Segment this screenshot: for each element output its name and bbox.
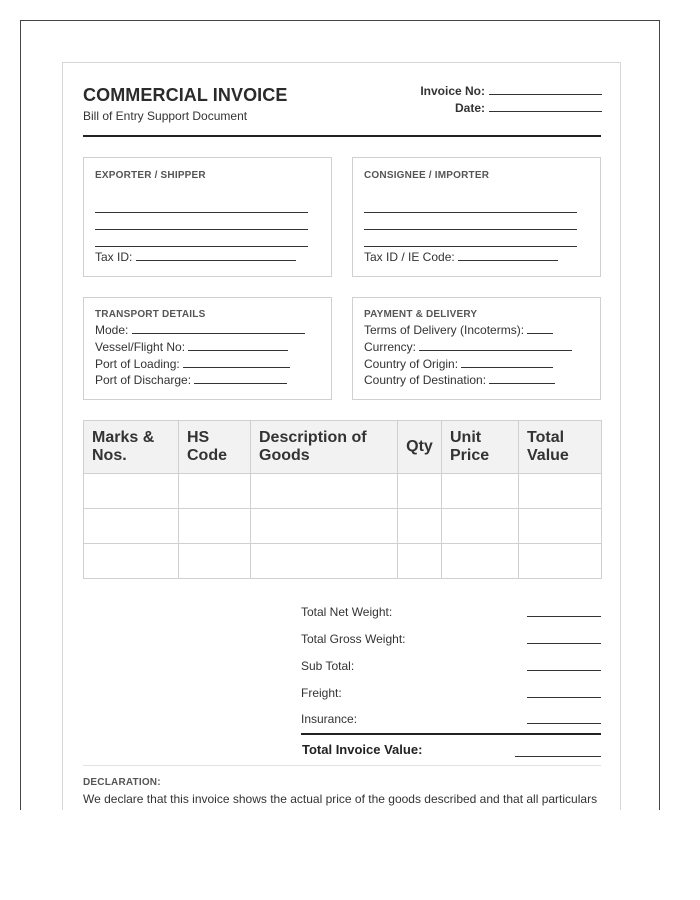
transport-mode-line[interactable] (132, 323, 305, 334)
table-cell[interactable] (519, 544, 602, 579)
insurance-line[interactable] (527, 723, 601, 724)
invoice-no-field[interactable] (420, 84, 602, 98)
header-total-value: Total Value (519, 421, 602, 474)
consignee-label: CONSIGNEE / IMPORTER (364, 170, 490, 181)
header-marks-nos: Marks & Nos. (84, 421, 179, 474)
document-subtitle: Bill of Entry Support Document (83, 109, 248, 123)
goods-table-header (84, 421, 602, 474)
total-invoice-value-line[interactable] (515, 756, 601, 757)
payment-destination-label: Country of Destination: (364, 373, 487, 387)
table-cell[interactable] (442, 544, 519, 579)
transport-discharge-line[interactable] (194, 373, 287, 384)
transport-label: TRANSPORT DETAILS (95, 309, 206, 320)
date-field[interactable] (455, 101, 602, 115)
table-cell[interactable] (442, 509, 519, 544)
payment-destination-line[interactable] (489, 373, 555, 384)
total-gross-weight-label: Total Gross Weight: (301, 632, 406, 646)
consignee-box (352, 157, 601, 277)
table-cell[interactable] (84, 509, 179, 544)
goods-table (83, 420, 602, 579)
payment-origin-line[interactable] (461, 357, 553, 368)
table-cell[interactable] (398, 544, 442, 579)
declaration-text: We declare that this invoice shows the actual price of the goods described and that all particulars (83, 792, 598, 806)
total-gross-weight-line[interactable] (527, 643, 601, 644)
payment-currency-field[interactable] (364, 340, 572, 354)
payment-currency-line[interactable] (419, 340, 572, 351)
transport-loading-line[interactable] (183, 357, 290, 368)
total-invoice-value-label: Total Invoice Value: (302, 742, 423, 757)
table-row (84, 474, 602, 509)
freight-label: Freight: (301, 686, 342, 700)
table-cell[interactable] (251, 474, 398, 509)
exporter-tax-field[interactable] (95, 250, 296, 264)
table-cell[interactable] (398, 509, 442, 544)
exporter-tax-label: Tax ID: (95, 250, 133, 264)
consignee-tax-label: Tax ID / IE Code: (364, 250, 455, 264)
date-label: Date: (454, 101, 485, 115)
table-cell[interactable] (84, 474, 179, 509)
declaration-divider (83, 765, 601, 766)
totals-divider (301, 733, 601, 735)
table-cell[interactable] (251, 509, 398, 544)
insurance-label: Insurance: (301, 712, 358, 726)
table-cell[interactable] (179, 544, 251, 579)
transport-vessel-field[interactable] (95, 340, 288, 354)
payment-box (352, 297, 601, 400)
table-cell[interactable] (84, 544, 179, 579)
exporter-label: EXPORTER / SHIPPER (95, 170, 206, 181)
header-unit-price: Unit Price (442, 421, 519, 474)
transport-mode-field[interactable] (95, 323, 305, 337)
invoice-sheet (62, 62, 621, 810)
consignee-line-2[interactable] (364, 229, 577, 230)
table-cell[interactable] (179, 509, 251, 544)
exporter-tax-line[interactable] (136, 250, 296, 261)
table-cell[interactable] (398, 474, 442, 509)
table-row (84, 544, 602, 579)
sub-total-label: Sub Total: (301, 659, 355, 673)
header-description: Description of Goods (251, 421, 398, 474)
transport-vessel-label: Vessel/Flight No: (95, 340, 186, 354)
document-title: COMMERCIAL INVOICE (83, 85, 288, 105)
total-net-weight-line[interactable] (527, 616, 601, 617)
payment-destination-field[interactable] (364, 373, 555, 387)
header-divider (83, 135, 601, 137)
invoice-no-label: Invoice No: (420, 84, 485, 98)
transport-box (83, 297, 332, 400)
transport-discharge-field[interactable] (95, 373, 287, 387)
consignee-tax-field[interactable] (364, 250, 558, 264)
document-page (20, 20, 660, 810)
table-cell[interactable] (519, 474, 602, 509)
payment-origin-field[interactable] (364, 357, 553, 371)
payment-incoterms-label: Terms of Delivery (Incoterms): (364, 323, 525, 337)
exporter-line-2[interactable] (95, 229, 308, 230)
sub-total-line[interactable] (527, 670, 601, 671)
table-cell[interactable] (442, 474, 519, 509)
consignee-line-1[interactable] (364, 212, 577, 213)
consignee-tax-line[interactable] (458, 250, 558, 261)
header-qty: Qty (398, 421, 442, 474)
declaration-label: DECLARATION: (83, 777, 161, 788)
transport-vessel-line[interactable] (188, 340, 288, 351)
invoice-no-line[interactable] (489, 84, 602, 95)
payment-label: PAYMENT & DELIVERY (364, 309, 478, 320)
exporter-line-1[interactable] (95, 212, 308, 213)
transport-loading-field[interactable] (95, 357, 290, 371)
exporter-line-3[interactable] (95, 246, 308, 247)
payment-incoterms-line[interactable] (527, 323, 553, 334)
exporter-box (83, 157, 332, 277)
transport-mode-label: Mode: (95, 323, 129, 337)
freight-line[interactable] (527, 697, 601, 698)
payment-incoterms-field[interactable] (364, 323, 553, 337)
table-row (84, 509, 602, 544)
consignee-line-3[interactable] (364, 246, 577, 247)
payment-currency-label: Currency: (364, 340, 417, 354)
table-cell[interactable] (251, 544, 398, 579)
total-net-weight-label: Total Net Weight: (301, 605, 393, 619)
table-cell[interactable] (519, 509, 602, 544)
transport-discharge-label: Port of Discharge: (95, 373, 192, 387)
transport-loading-label: Port of Loading: (95, 357, 180, 371)
payment-origin-label: Country of Origin: (364, 357, 459, 371)
date-line[interactable] (489, 101, 602, 112)
table-cell[interactable] (179, 474, 251, 509)
header-hs-code: HS Code (179, 421, 251, 474)
